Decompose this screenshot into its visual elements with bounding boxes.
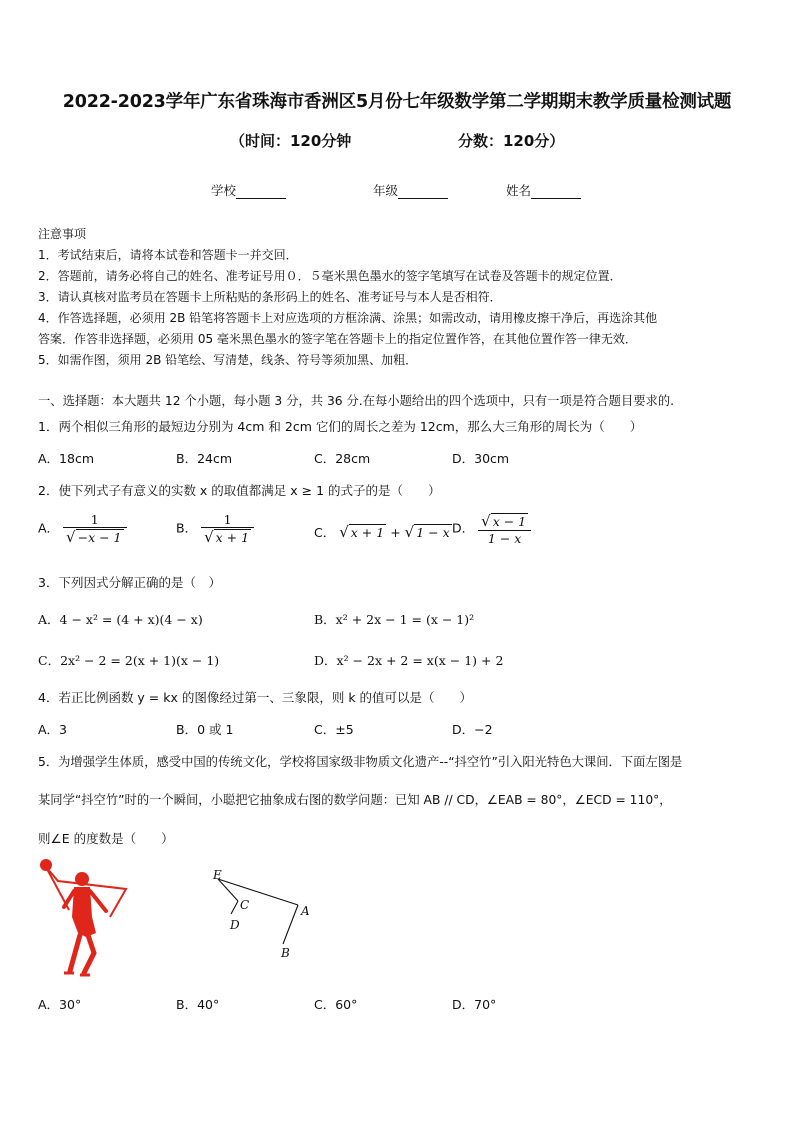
q2-d-label: D． xyxy=(452,520,475,536)
q2-d-numerator: x − 1 xyxy=(492,514,527,529)
q2-b-denominator: x + 1 xyxy=(215,530,250,545)
q4-option-c: C．±5 xyxy=(314,722,354,737)
question-5-line-2: 某同学“抖空竹”时的一个瞬间，小聪把它抽象成右图的数学问题：已知 AB // CD，∠EAB = 80°，∠ECD = 110°， xyxy=(38,793,672,807)
note-item: 1．考试结束后，请将本试卷和答题卡一并交回． xyxy=(38,248,298,262)
question-1-stem: 1．两个相似三角形的最短边分别为 4cm 和 2cm 它们的周长之差为 12cm，那么大三角形的周长为（ ） xyxy=(38,419,643,434)
q4-option-b: B．0 或 1 xyxy=(176,722,234,737)
label-c: C xyxy=(240,898,250,912)
q2-c-plus: + xyxy=(390,525,401,540)
diabolo-figure-illustration xyxy=(34,855,134,980)
q2-d-fraction xyxy=(478,512,531,546)
q1-option-b: B．24cm xyxy=(176,451,233,466)
q3-option-d: D．x² − 2x + 2 = x(x − 1) + 2 xyxy=(314,653,504,668)
label-d: D xyxy=(230,918,240,932)
q5-option-a: A．30° xyxy=(38,997,82,1012)
q2-b-label: B． xyxy=(176,520,198,536)
exam-time: （时间：120分钟 xyxy=(230,132,352,150)
exam-title: 2022-2023学年广东省珠海市香洲区5月份七年级数学第二学期期末教学质量检测试题 xyxy=(62,92,732,112)
diabolo-player-icon xyxy=(40,859,126,975)
q2-a-label: A． xyxy=(38,520,60,536)
label-e: E xyxy=(213,868,222,882)
question-5-line-3: 则∠E 的度数是（ ） xyxy=(38,831,174,846)
grade-label: 年级 xyxy=(373,183,399,198)
name-label: 姓名 xyxy=(506,183,532,198)
question-2-stem: 2．使下列式子有意义的实数 x 的取值都满足 x ≥ 1 的式子的是（ ） xyxy=(38,483,441,498)
q2-a-denominator: −x − 1 xyxy=(77,530,122,545)
grade-blank xyxy=(398,184,448,199)
label-a: A xyxy=(301,904,310,918)
q5-option-c: C．60° xyxy=(314,997,358,1012)
grade-field xyxy=(373,181,448,199)
school-field xyxy=(211,181,286,199)
school-label: 学校 xyxy=(211,183,237,198)
note-item: 3．请认真核对监考员在答题卡上所粘贴的条形码上的姓名、准考证号与本人是否相符． xyxy=(38,290,502,304)
q2-c-radicand-2: 1 − x xyxy=(416,525,450,540)
q2-a-numerator: 1 xyxy=(63,512,126,528)
q1-option-d: D．30cm xyxy=(452,451,510,466)
radical-icon: √ xyxy=(404,523,415,541)
q3-option-a: A．4 − x² = (4 + x)(4 − x) xyxy=(38,612,203,627)
q1-option-c: C．28cm xyxy=(314,451,371,466)
radical-icon: √ xyxy=(339,523,349,541)
question-3-stem: 3．下列因式分解正确的是（ ） xyxy=(38,575,221,590)
q2-b-numerator: 1 xyxy=(201,512,254,528)
name-blank xyxy=(531,184,581,199)
q2-a-fraction xyxy=(63,512,126,546)
q3-option-c: C．2x² − 2 = 2(x + 1)(x − 1) xyxy=(38,653,220,668)
exam-score: 分数：120分） xyxy=(458,132,565,150)
q4-option-d: D．−2 xyxy=(452,722,493,737)
segment-ab xyxy=(283,905,298,944)
q1-option-a: A．18cm xyxy=(38,451,95,466)
geometry-diagram xyxy=(205,862,325,967)
radical-icon: √ xyxy=(481,512,491,530)
note-item: 5．如需作图，须用 2B 铅笔绘、写清楚，线条、符号等须加黑、加粗． xyxy=(38,353,418,367)
notes-heading: 注意事项 xyxy=(38,227,87,241)
q2-option-c xyxy=(314,523,452,541)
q2-option-b xyxy=(176,512,254,546)
question-4-stem: 4．若正比例函数 y = kx 的图像经过第一、三象限，则 k 的值可以是（ ） xyxy=(38,690,473,705)
q2-d-denominator: 1 − x xyxy=(487,531,522,546)
school-blank xyxy=(236,184,286,199)
q5-option-b: B．40° xyxy=(176,997,220,1012)
q2-option-a xyxy=(38,512,127,546)
name-field xyxy=(506,181,581,199)
q2-option-d xyxy=(452,512,531,546)
note-item: 答案．作答非选择题，必须用 05 毫米黑色墨水的签字笔在答题卡上的指定位置作答，在其他位置作答一律无效． xyxy=(38,332,637,346)
section-heading: 一、选择题：本大题共 12 个小题，每小题 3 分，共 36 分.在每小题给出的四个选项中，只有一项是符合题目要求的. xyxy=(38,394,675,408)
q3-option-b: B．x² + 2x − 1 = (x − 1)² xyxy=(314,612,475,627)
radical-icon: √ xyxy=(204,528,214,546)
segment-cd xyxy=(231,901,238,914)
q4-option-a: A．3 xyxy=(38,722,68,737)
note-item: 2．答题前，请务必将自己的姓名、准考证号用０．５毫米黑色墨水的签字笔填写在试卷及答题卡的规定位置． xyxy=(38,269,622,283)
q2-b-fraction xyxy=(201,512,254,546)
q2-c-radicand-1: x + 1 xyxy=(350,525,385,540)
q2-c-label: C． xyxy=(314,525,336,540)
radical-icon: √ xyxy=(66,528,76,546)
q5-option-d: D．70° xyxy=(452,997,497,1012)
label-b: B xyxy=(281,946,290,960)
note-item: 4．作答选择题，必须用 2B 铅笔将答题卡上对应选项的方框涂满、涂黑；如需改动，请用橡皮擦干净后，再选涂其他 xyxy=(38,311,658,325)
question-5-line-1: 5．为增强学生体质，感受中国的传统文化，学校将国家级非物质文化遗产--“抖空竹”引入阳光特色大课间．下面左图是 xyxy=(38,755,683,769)
